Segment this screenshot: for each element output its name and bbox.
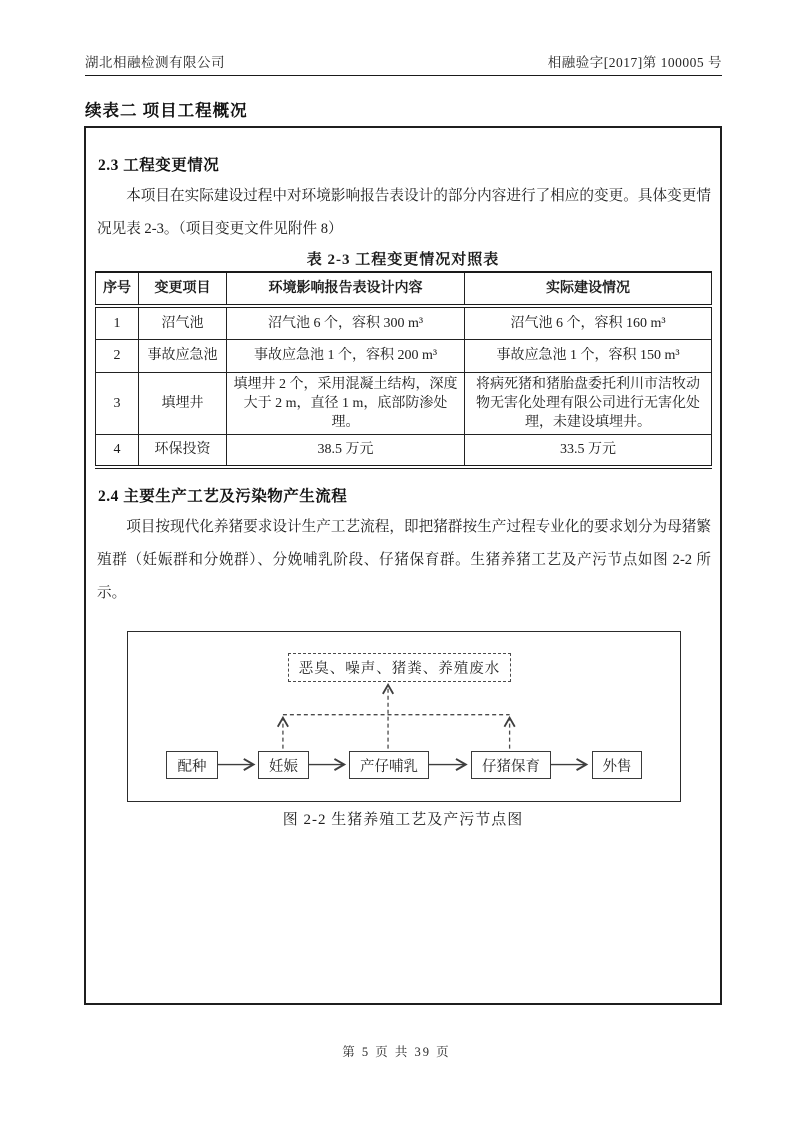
document-number: 相融验字[2017]第 100005 号 bbox=[547, 55, 722, 70]
pollution-sources-box: 恶臭、噪声、猪粪、养殖废水 bbox=[288, 653, 511, 682]
section-2-4-heading: 2.4 主要生产工艺及污染物产生流程 bbox=[98, 488, 348, 505]
flow-step-gestation: 妊娠 bbox=[258, 751, 309, 779]
table-row bbox=[96, 434, 712, 467]
section-2-3-heading: 2.3 工程变更情况 bbox=[98, 157, 220, 174]
page-header bbox=[85, 51, 722, 71]
process-flowchart bbox=[127, 631, 681, 802]
company-name: 湖北相融检测有限公司 bbox=[85, 55, 225, 70]
table-cell: 事故应急池 1 个，容积 200 m³ bbox=[227, 339, 465, 372]
table-cell: 1 bbox=[96, 306, 139, 339]
table-cell: 事故应急池 bbox=[139, 339, 227, 372]
table-cell: 33.5 万元 bbox=[465, 434, 712, 467]
page-number: 第 5 页 共 39 页 bbox=[342, 1045, 451, 1059]
table-cell: 4 bbox=[96, 434, 139, 467]
table-cell: 沼气池 6 个，容积 300 m³ bbox=[227, 306, 465, 339]
table-cell: 沼气池 6 个，容积 160 m³ bbox=[465, 306, 712, 339]
dashed-pollution-lines bbox=[283, 685, 510, 749]
table-row bbox=[96, 372, 712, 434]
header-cell-item: 变更项目 bbox=[139, 272, 227, 306]
flow-step-farrowing-nursing: 产仔哺乳 bbox=[349, 751, 429, 779]
table-cell: 将病死猪和猪胎盘委托利川市洁牧动物无害化处理有限公司进行无害化处理，未建设填埋井。 bbox=[465, 372, 712, 434]
section-2-3-paragraph: 本项目在实际建设过程中对环境影响报告表设计的部分内容进行了相应的变更。具体变更情况见表 2-3。（项目变更文件见附件 8） bbox=[97, 188, 711, 237]
section-2-4-paragraph: 项目按现代化养猪要求设计生产工艺流程，即把猪群按生产过程专业化的要求划分为母猪繁殖群（妊娠群和分娩群）、分娩哺乳阶段、仔猪保育群。生猪养猪工艺及产污节点如图 2-2 所示。 bbox=[97, 519, 711, 601]
flow-step-mating: 配种 bbox=[166, 751, 218, 779]
table-cell: 3 bbox=[96, 372, 139, 434]
table-cell: 38.5 万元 bbox=[227, 434, 465, 467]
table-cell: 填埋井 2 个，采用混凝土结构，深度大于 2 m，直径 1 m，底部防渗处理。 bbox=[227, 372, 465, 434]
table-cell: 沼气池 bbox=[139, 306, 227, 339]
continued-table-title: 续表二 项目工程概况 bbox=[85, 101, 248, 120]
header-rule bbox=[85, 75, 722, 76]
flow-step-piglet-nursery: 仔猪保育 bbox=[471, 751, 551, 779]
change-comparison-table bbox=[95, 271, 712, 469]
table-row bbox=[96, 339, 712, 372]
table-cell: 事故应急池 1 个，容积 150 m³ bbox=[465, 339, 712, 372]
content-border-box bbox=[84, 126, 722, 1005]
page-footer bbox=[0, 1042, 793, 1060]
table-cell: 填埋井 bbox=[139, 372, 227, 434]
table-cell: 环保投资 bbox=[139, 434, 227, 467]
header-cell-actual: 实际建设情况 bbox=[465, 272, 712, 306]
table-header-row bbox=[96, 272, 712, 306]
header-cell-index: 序号 bbox=[96, 272, 139, 306]
figure-2-2-caption: 图 2-2 生猪养殖工艺及产污节点图 bbox=[282, 812, 524, 828]
table-row bbox=[96, 306, 712, 339]
header-cell-designed: 环境影响报告表设计内容 bbox=[227, 272, 465, 306]
table-2-3-caption: 表 2-3 工程变更情况对照表 bbox=[306, 252, 500, 268]
table-cell: 2 bbox=[96, 339, 139, 372]
flow-step-sale: 外售 bbox=[592, 751, 642, 779]
